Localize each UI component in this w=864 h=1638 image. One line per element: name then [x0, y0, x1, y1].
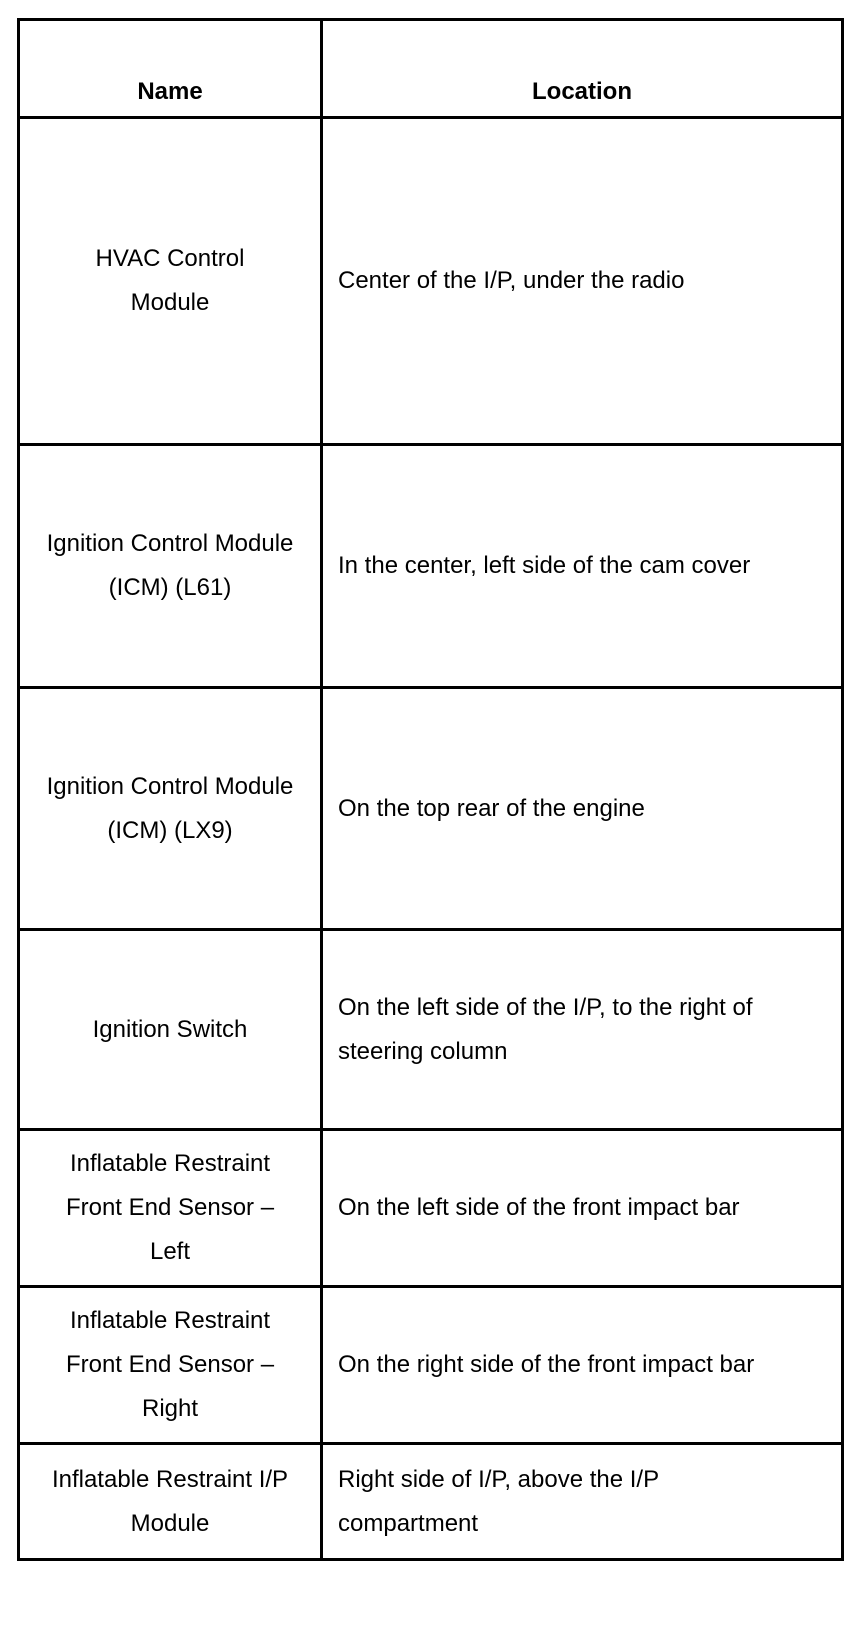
component-name: Ignition Control Module (ICM) (LX9) [19, 688, 322, 930]
component-name: Ignition Control Module (ICM) (L61) [19, 445, 322, 688]
header-row [19, 20, 843, 118]
component-name: HVAC Control Module [19, 118, 322, 445]
table-row [19, 1130, 843, 1287]
name-column-header: Name [19, 20, 322, 118]
component-name: Ignition Switch [19, 930, 322, 1130]
table-row [19, 1287, 843, 1444]
table-row [19, 688, 843, 930]
component-location-table [17, 18, 844, 1561]
component-location: On the left side of the front impact bar [322, 1130, 843, 1287]
component-location: On the right side of the front impact bar [322, 1287, 843, 1444]
component-name: Inflatable Restraint Front End Sensor – Right [19, 1287, 322, 1444]
component-name: Inflatable Restraint Front End Sensor – Left [19, 1130, 322, 1287]
table-row [19, 445, 843, 688]
component-location: On the left side of the I/P, to the right of steering column [322, 930, 843, 1130]
table-row [19, 930, 843, 1130]
component-name: Inflatable Restraint I/P Module [19, 1444, 322, 1560]
component-location: Right side of I/P, above the I/P compartment [322, 1444, 843, 1560]
component-location: Center of the I/P, under the radio [322, 118, 843, 445]
component-location: On the top rear of the engine [322, 688, 843, 930]
table-row [19, 1444, 843, 1560]
location-column-header: Location [322, 20, 843, 118]
table-row [19, 118, 843, 445]
component-location: In the center, left side of the cam cover [322, 445, 843, 688]
